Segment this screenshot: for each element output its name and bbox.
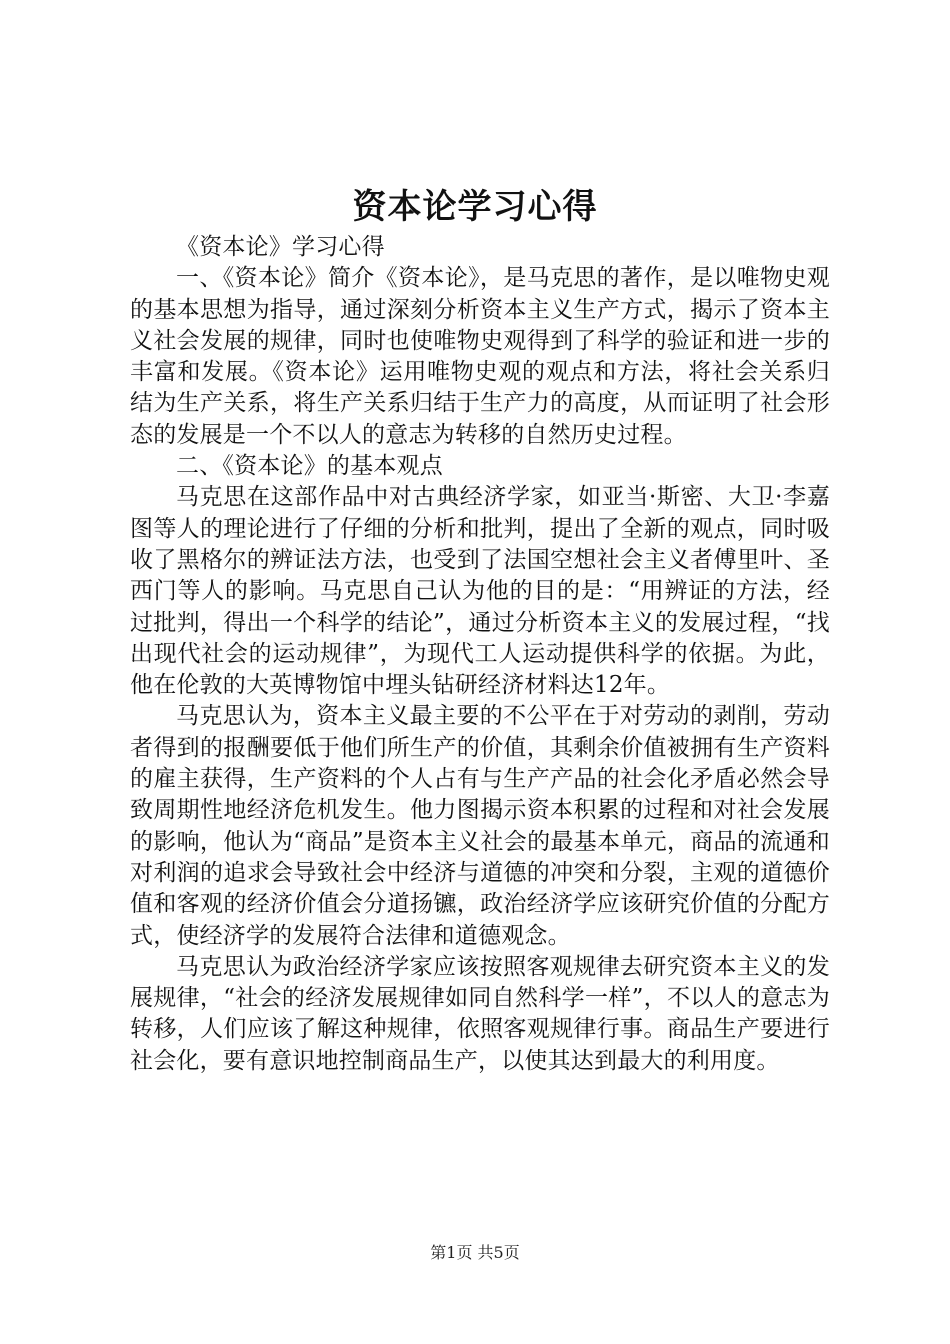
document-body [130, 232, 830, 1077]
body-paragraph: 马克思在这部作品中对古典经济学家，如亚当·斯密、大卫·李嘉图等人的理论进行了仔细的分析和批判，提出了全新的观点，同时吸收了黑格尔的辨证法方法，也受到了法国空想社会主义者傅里叶、圣西门等人的影响。马克思自己认为他的目的是：“用辨证的方法，经过批判，得出一个科学的结论”，通过分析资本主义的发展过程，“找出现代社会的运动规律”，为现代工人运动提供科学的依据。为此，他在伦敦的大英博物馆中埋头钻研经济材料达12年。 [130, 484, 830, 699]
body-paragraph: 马克思认为政治经济学家应该按照客观规律去研究资本主义的发展规律，“社会的经济发展规律如同自然科学一样”，不以人的意志为转移，人们应该了解这种规律，依照客观规律行事。商品生产要进行社会化，要有意识地控制商品生产，以使其达到最大的利用度。 [130, 953, 830, 1074]
section-heading: 二、《资本论》的基本观点 [176, 453, 443, 480]
body-paragraph: 马克思认为，资本主义最主要的不公平在于对劳动的剥削，劳动者得到的报酬要低于他们所生产的价值，其剩余价值被拥有生产资料的雇主获得，生产资料的个人占有与生产产品的社会化矛盾必然会导致周期性地经济危机发生。他力图揭示资本积累的过程和对社会发展的影响，他认为“商品”是资本主义社会的最基本单元，商品的流通和对利润的追求会导致社会中经济与道德的冲突和分裂，主观的道德价值和客观的经济价值会分道扬镳，政治经济学应该研究价值的分配方式，使经济学的发展符合法律和道德观念。 [130, 703, 830, 949]
page-number-footer: 第1页 共5页 [430, 1243, 520, 1262]
body-paragraph: 一、《资本论》简介《资本论》，是马克思的著作，是以唯物史观的基本思想为指导，通过深刻分析资本主义生产方式，揭示了资本主义社会发展的规律，同时也使唯物史观得到了科学的验证和进一步的丰富和发展。《资本论》运用唯物史观的观点和方法，将社会关系归结为生产关系，将生产关系归结于生产力的高度，从而证明了社会形态的发展是一个不以人的意志为转移的自然历史过程。 [130, 265, 830, 448]
document-title: 资本论学习心得 [352, 187, 598, 227]
subtitle-paragraph: 《资本论》学习心得 [176, 234, 385, 260]
